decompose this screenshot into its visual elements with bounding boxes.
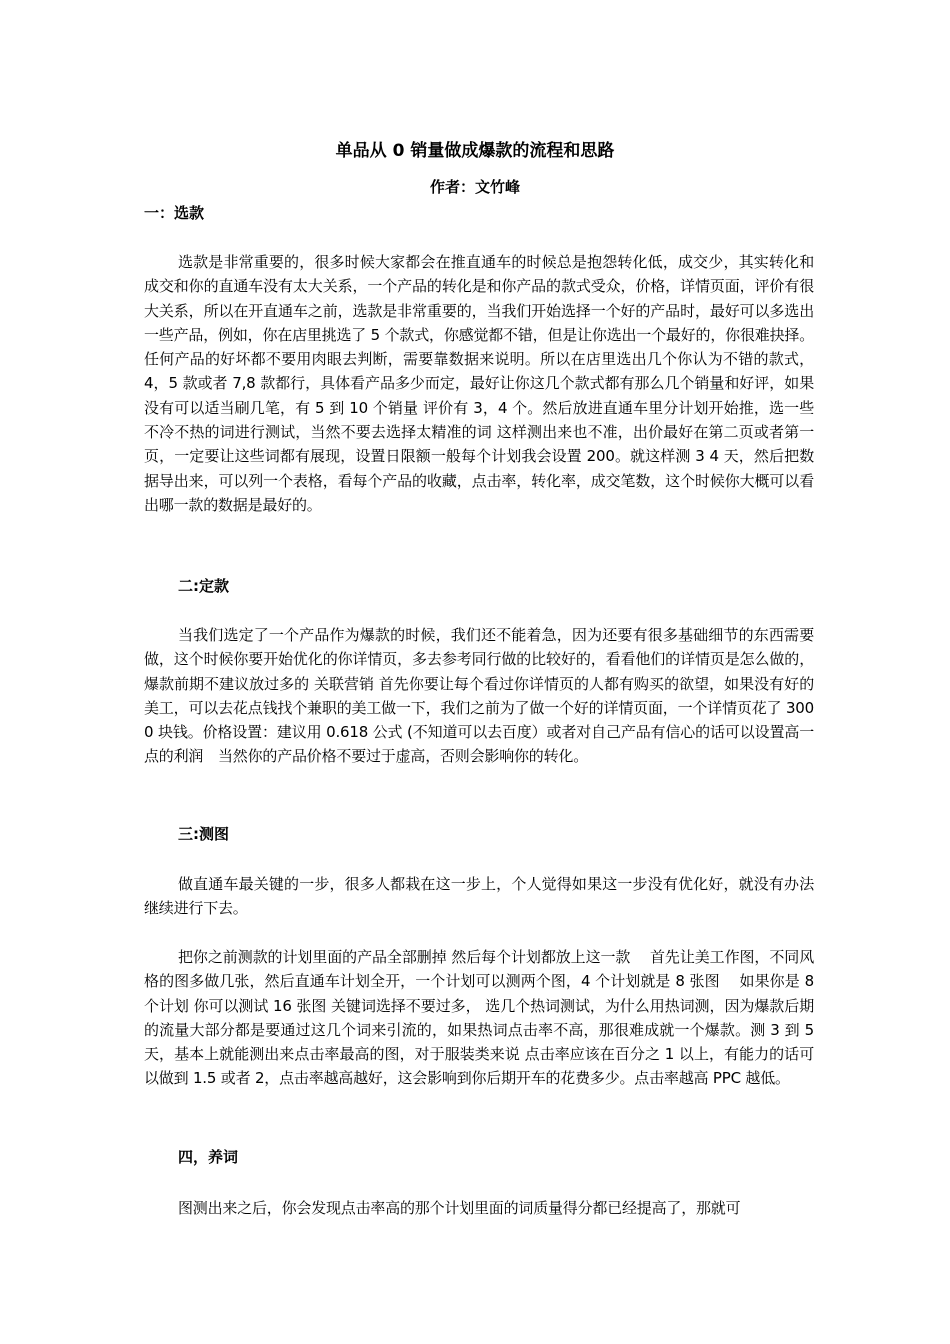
section-heading-test-image: 三:测图 xyxy=(178,825,229,843)
document-author: 作者：文竹峰 xyxy=(429,178,520,196)
document-title: 单品从 0 销量做成爆款的流程和思路 xyxy=(335,141,615,161)
section-paragraph: 选款是非常重要的，很多时候大家都会在推直通车的时候总是抱怨转化低，成交少，其实转化和成交和你的直通车没有太大关系，一个产品的转化是和你产品的款式受众，价格，详情页面，评价有很大关系，所以在开直通车之前，选款是非常重要的，当我们开始选择一个好的产品时，最好可以多选出一些产品，例如，你在店里挑选了 5 个款式，你感觉都不错，但是让你选出一个最好的，你很难抉择。任何产品的好坏都不要用肉眼去判断，需要靠数据来说明。所以在店里选出几个你认为不错的款式，4，5 款或者 7,8 款都行，具体看产品多少而定，最好让你这几个款式都有那么几个销量和好评，如果没有可以适当刷几笔，有 5 到 10 个销量 评价有 3，4 个。然后放进直通车里分计划开始推，选一些不冷不热的词进行测试，当然不要去选择太精准的词 这样测出来也不准，出价最好在第二页或者第一页，一定要让这些词都有展现，设置日限额一般每个计划我会设置 200。就这样测 3 4 天，然后把数据导出来，可以列一个表格，看每个产品的收藏，点击率，转化率，成交笔数，这个时候你大概可以看出哪一款的数据是最好的。 xyxy=(144,253,814,514)
section-paragraph: 把你之前测款的计划里面的产品全部删掉 然后每个计划都放上这一款 首先让美工作图，不同风格的图多做几张，然后直通车计划全开，一个计划可以测两个图，4 个计划就是 8 张图 如果你是 8 个计划 你可以测试 16 张图 关键词选择不要过多， 选几个热词测试，为什么用热词测，因为爆款后期的流量大部分都是要通过这几个词来引流的，如果热词点击率不高，那很难成就一个爆款。测 3 到 5 天，基本上就能测出来点击率最高的图，对于服装类来说 点击率应该在百分之 1 以上，有能力的话可以做到 1.5 或者 2，点击率越高越好，这会影响到你后期开车的花费多少。点击率越高 PPC 越低。 xyxy=(144,948,814,1088)
section-heading-confirm: 二:定款 xyxy=(178,577,229,595)
section-heading-select: 一：选款 xyxy=(144,204,205,222)
section-paragraph: 做直通车最关键的一步，很多人都栽在这一步上，个人觉得如果这一步没有优化好，就没有办法继续进行下去。 xyxy=(144,875,814,918)
section-heading-nurture-keywords: 四，养词 xyxy=(178,1148,239,1166)
section-paragraph: 当我们选定了一个产品作为爆款的时候，我们还不能着急，因为还要有很多基础细节的东西需要做，这个时候你要开始优化的你详情页，多去参考同行做的比较好的，看看他们的详情页是怎么做的，爆款前期不建议放过多的 关联营销 首先你要让每个看过你详情页的人都有购买的欲望，如果没有好的美工，可以去花点钱找个兼职的美工做一下，我们之前为了做一个好的详情页面，一个详情页花了 3000 块钱。价格设置：建议用 0.618 公式 (不知道可以去百度）或者对自己产品有信心的话可以设置高一点的利润 当然你的产品价格不要过于虚高，否则会影响你的转化。 xyxy=(144,626,814,766)
section-paragraph: 图测出来之后，你会发现点击率高的那个计划里面的词质量得分都已经提高了，那就可 xyxy=(178,1199,741,1217)
